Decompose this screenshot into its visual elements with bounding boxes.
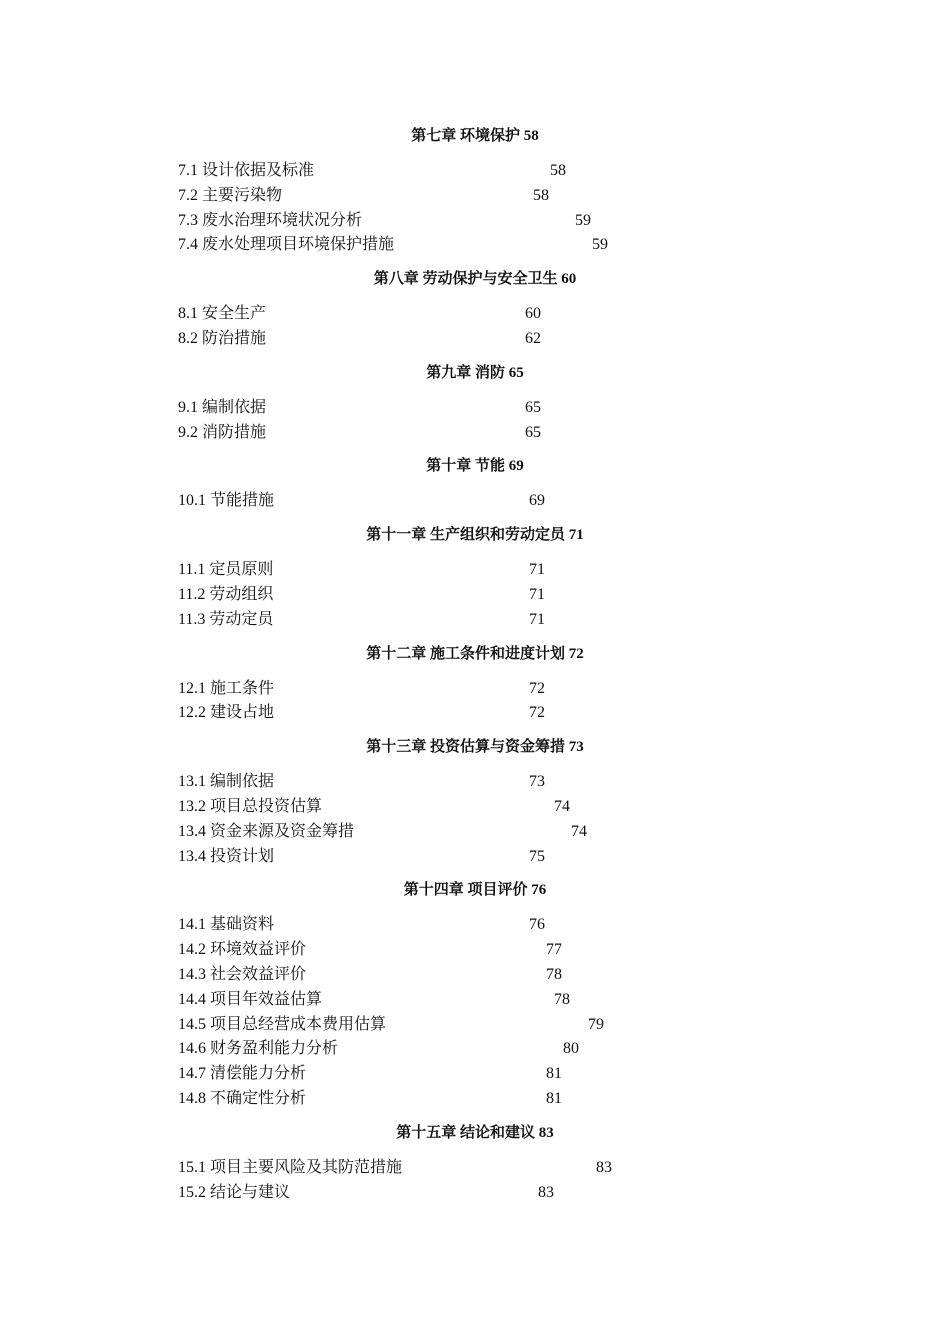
toc-entry-label: 7.4 废水处理项目环境保护措施	[178, 236, 395, 254]
section-list	[178, 913, 778, 1111]
toc-entry-label: 11.1 定员原则	[178, 561, 274, 579]
toc-entry-page-number: 75	[529, 847, 545, 865]
toc-entry-page-number: 58	[533, 186, 549, 204]
toc-entry[interactable]	[178, 233, 778, 258]
section-list	[178, 770, 778, 869]
toc-entry-label: 13.2 项目总投资估算	[178, 797, 323, 815]
toc-entry[interactable]	[178, 1062, 778, 1087]
chapter-heading: 第十章 节能 69	[426, 458, 524, 475]
chapter-heading: 第十四章 项目评价 76	[403, 882, 547, 899]
toc-entry-page-number: 73	[529, 773, 545, 791]
toc-entry[interactable]	[178, 770, 778, 795]
section-list	[178, 302, 778, 352]
toc-entry-label: 12.2 建设占地	[178, 704, 275, 722]
toc-entry-label: 11.2 劳动组织	[178, 585, 274, 603]
toc-entry-label: 14.6 财务盈利能力分析	[178, 1040, 339, 1058]
toc-entry[interactable]	[178, 489, 778, 514]
toc-entry[interactable]	[178, 159, 778, 184]
toc-entry-label: 15.1 项目主要风险及其防范措施	[178, 1158, 403, 1176]
toc-entry-label: 14.1 基础资料	[178, 916, 275, 934]
chapter-heading: 第八章 劳动保护与安全卫生 60	[373, 271, 577, 288]
toc-entry-page-number: 74	[554, 797, 570, 815]
toc-entry-label: 7.1 设计依据及标准	[178, 162, 315, 179]
toc-entry[interactable]	[178, 184, 778, 209]
toc-entry-label: 14.3 社会效益评价	[178, 965, 307, 983]
chapter-heading: 第九章 消防 65	[426, 364, 524, 381]
toc-entry[interactable]	[178, 1087, 778, 1112]
toc-entry-label: 14.2 环境效益评价	[178, 941, 307, 959]
toc-entry-page-number: 59	[575, 211, 591, 229]
toc-entry[interactable]	[178, 845, 778, 870]
chapter-heading: 第十一章 生产组织和劳动定员 71	[366, 527, 584, 544]
chapter-heading: 第十二章 施工条件和进度计划 72	[366, 645, 584, 662]
toc-entry[interactable]	[178, 302, 778, 327]
toc-entry[interactable]	[178, 701, 778, 726]
toc-entry-page-number: 74	[571, 822, 587, 840]
toc-entry[interactable]	[178, 558, 778, 583]
toc-entry-page-number: 79	[588, 1015, 604, 1033]
toc-entry-page-number: 71	[529, 585, 545, 603]
toc-entry[interactable]	[178, 327, 778, 352]
toc-entry-page-number: 80	[563, 1040, 579, 1058]
toc-entry[interactable]	[178, 938, 778, 963]
toc-entry-page-number: 60	[525, 305, 541, 323]
toc-entry-page-number: 76	[529, 916, 545, 934]
chapter-heading: 第七章 环境保护 58	[411, 128, 539, 144]
toc-entry-label: 14.8 不确定性分析	[178, 1089, 307, 1107]
section-list	[178, 1156, 778, 1206]
toc-entry-page-number: 83	[538, 1183, 554, 1201]
toc-entry[interactable]	[178, 583, 778, 608]
toc-entry[interactable]	[178, 677, 778, 702]
toc-entry-page-number: 65	[525, 423, 541, 441]
toc-entry[interactable]	[178, 913, 778, 938]
toc-entry-page-number: 58	[550, 162, 566, 179]
chapter-heading: 第十三章 投资估算与资金筹措 73	[366, 739, 584, 756]
toc-entry-page-number: 71	[529, 610, 545, 628]
toc-entry-label: 7.3 废水治理环境状况分析	[178, 211, 363, 229]
toc-entry-label: 14.7 清偿能力分析	[178, 1065, 307, 1083]
toc-entry-page-number: 83	[596, 1158, 612, 1176]
toc-entry-page-number: 59	[592, 236, 608, 254]
toc-entry-label: 11.3 劳动定员	[178, 610, 274, 628]
toc-entry-label: 7.2 主要污染物	[178, 186, 283, 204]
toc-entry-label: 8.1 安全生产	[178, 305, 267, 323]
toc-entry[interactable]	[178, 988, 778, 1013]
section-list	[178, 396, 778, 446]
toc-entry[interactable]	[178, 1037, 778, 1062]
toc-entry-page-number: 72	[529, 679, 545, 697]
toc-entry[interactable]	[178, 1181, 778, 1206]
toc-entry-page-number: 69	[529, 492, 545, 510]
toc-entry-label: 10.1 节能措施	[178, 492, 275, 510]
toc-entry[interactable]	[178, 608, 778, 633]
toc-entry[interactable]	[178, 963, 778, 988]
toc-entry-page-number: 71	[529, 561, 545, 579]
section-list	[178, 489, 778, 514]
toc-entry-label: 13.4 资金来源及资金筹措	[178, 822, 355, 840]
toc-entry-page-number: 62	[525, 329, 541, 347]
toc-entry[interactable]	[178, 1013, 778, 1038]
toc-entry-page-number: 72	[529, 704, 545, 722]
table-of-contents	[178, 124, 778, 1214]
toc-entry-page-number: 65	[525, 398, 541, 416]
toc-entry-page-number: 78	[546, 965, 562, 983]
toc-entry-label: 9.1 编制依据	[178, 398, 267, 416]
toc-entry-label: 13.4 投资计划	[178, 847, 275, 865]
toc-entry-label: 14.5 项目总经营成本费用估算	[178, 1015, 387, 1033]
toc-entry[interactable]	[178, 421, 778, 446]
toc-entry-label: 15.2 结论与建议	[178, 1183, 291, 1201]
section-list	[178, 677, 778, 727]
chapter-heading: 第十五章 结论和建议 83	[396, 1124, 554, 1141]
toc-entry-label: 14.4 项目年效益估算	[178, 990, 323, 1008]
toc-entry-label: 12.1 施工条件	[178, 679, 275, 697]
toc-entry[interactable]	[178, 209, 778, 234]
toc-entry-page-number: 77	[546, 941, 562, 959]
toc-entry-label: 13.1 编制依据	[178, 773, 275, 791]
toc-entry-label: 9.2 消防措施	[178, 423, 267, 441]
toc-entry-page-number: 78	[554, 990, 570, 1008]
toc-entry[interactable]	[178, 795, 778, 820]
toc-entry[interactable]	[178, 820, 778, 845]
toc-entry-page-number: 81	[546, 1065, 562, 1083]
toc-entry-page-number: 81	[546, 1089, 562, 1107]
section-list	[178, 558, 778, 632]
toc-entry[interactable]	[178, 396, 778, 421]
section-list	[178, 159, 778, 258]
toc-entry-label: 8.2 防治措施	[178, 329, 267, 347]
toc-entry[interactable]	[178, 1156, 778, 1181]
